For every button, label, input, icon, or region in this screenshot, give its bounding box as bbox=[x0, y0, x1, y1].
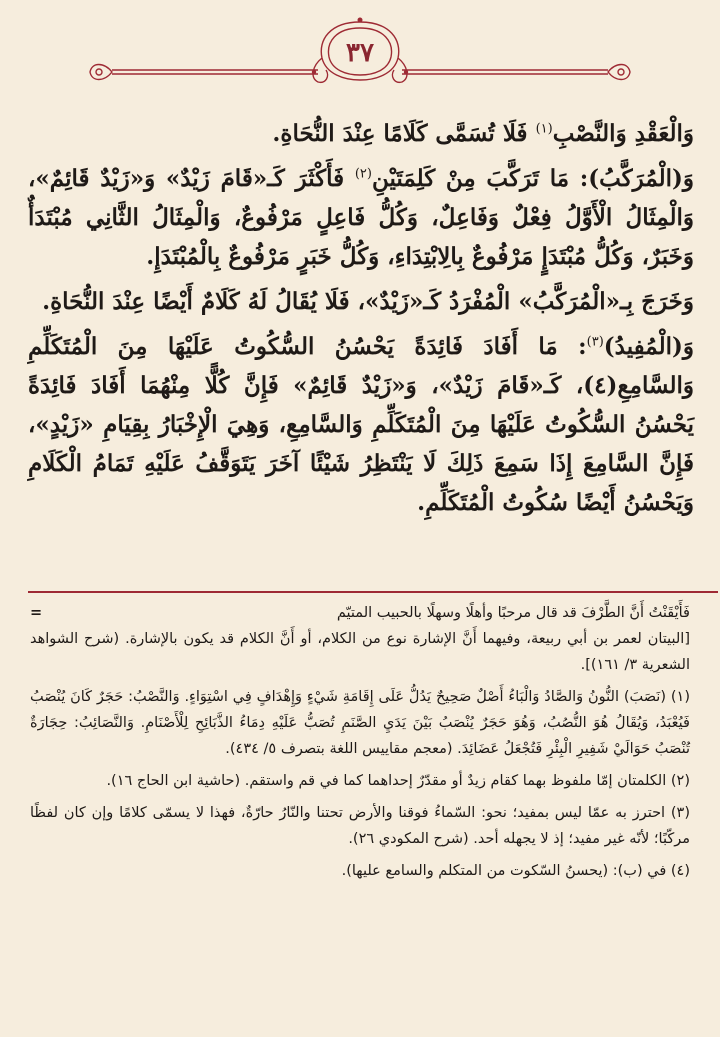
paragraph-text: فَأَكْثَرَ كَـ«قَامَ زَيْدٌ» وَ«زَيْدٌ قَائِمٌ»، وَالْمِثَالُ الْأَوَّلُ فِعْلٌ وَفَاعِلٌ، وَكُلُّ فَاعِلٍ مَرْفُوعٌ، وَالْمِثَالُ الثَّانِي مُبْتَدَأٌ وَخَبَرٌ، وَكُلُّ مُبْتَدَإٍ مَرْفُوعٌ بِالِابْتِدَاءِ، وَكُلُّ خَبَرٍ مَرْفُوعٌ بِالْمُبْتَدَإِ. bbox=[28, 165, 694, 270]
paragraph-text: وَ(الْمُرَكَّبُ): مَا تَرَكَّبَ مِنْ كَلِمَتَيْنِ bbox=[371, 165, 694, 192]
footnote-ref[interactable]: (٢) bbox=[354, 166, 372, 182]
footnote-item bbox=[30, 684, 690, 762]
paragraph-text: وَ(الْمُفِيدُ) bbox=[603, 333, 694, 360]
footnote-number: (٤) bbox=[670, 863, 690, 879]
footnotes bbox=[30, 600, 690, 884]
footnote-number: (٣) bbox=[670, 805, 690, 821]
footnote-note: [البيتان لعمر بن أبي ربيعة، وفيهما أَنَّ الإشارة نوع من الكلام، أو أَنَّ الكلام قد يكون بالإشارة. (شرح الشواهد الشعرية ٣/ ١٦١)]. bbox=[30, 631, 690, 673]
footnote-text: (نَصَبَ) النُّونُ وَالصَّادُ وَالْبَاءُ أَصْلٌ صَحِيحٌ يَدُلُّ عَلَى إِقَامَةِ شَيْءٍ وَإِهْدَافٍ فِي اسْتِوَاءٍ. وَالنَّصْبُ: حَجَرٌ كَانَ يُنْصَبُ فَيُعْبَدُ، وَيُقَالُ هُوَ النُّصُبُ، وَهُوَ حَجَرٌ يُنْصَبُ بَيْنَ يَدَيِ الصَّنَمِ تُصَبُّ عَلَيْهِ دِمَاءُ الذَّبَائِحِ لِلْأَصْنَامِ. وَالنَّصَائِبُ: حِجَارَةٌ تُنْصَبُ حَوَالَيْ شَفِيرِ الْبِئْرِ فَتُجْعَلُ عَضَائِدَ. (معجم مقاييس اللغة بتصرف ٥/ ٤٣٤). bbox=[30, 689, 690, 757]
page-number: ٣٧ bbox=[346, 38, 374, 68]
footnote-divider bbox=[28, 591, 718, 593]
body-paragraph bbox=[28, 327, 694, 522]
verse-text: فَأَيْقَنْتُ أَنَّ الطَّرْفَ قد قال مرحبًا وأهلًا وسهلًا بالحبيب المتيّم bbox=[336, 605, 690, 621]
footnote-number: (١) bbox=[670, 689, 691, 705]
body-paragraph bbox=[28, 114, 694, 153]
footnote-item bbox=[30, 858, 690, 884]
paragraph-text: وَالْعَقْدِ وَالنَّصْبِ bbox=[552, 120, 694, 147]
footnote-text: احترز به عمّا ليس بمفيد؛ نحو: السّماءُ فوقنا والأرض تحتنا والنّارُ حارّةٌ، فهذا لا يسمّى كلامًا وإن كان لفظًا مركّبًا؛ لأنّه غير مفيد؛ إذ لا يجهله أحد. (شرح المكودي ٢٦). bbox=[30, 805, 690, 847]
verse-line bbox=[30, 600, 690, 626]
continuation-mark: = bbox=[30, 605, 43, 621]
footnote-ref[interactable]: (١) bbox=[535, 121, 553, 137]
paragraph-text: فَلَا تُسَمَّى كَلَامًا عِنْدَ النُّحَاةِ. bbox=[272, 120, 536, 147]
body-paragraph bbox=[28, 159, 694, 276]
paragraph-text: وَخَرَجَ بِـ«الْمُرَكَّبُ» الْمُفْرَدُ كَـ«زَيْدٌ»، فَلَا يُقَالُ لَهُ كَلَامٌ أَيْضًا عِنْدَ النُّحَاةِ. bbox=[42, 288, 694, 315]
footnote-text: في (ب): (يحسنُ السّكوت من المتكلم والسامع عليها). bbox=[341, 863, 667, 879]
footnote-item bbox=[30, 768, 690, 794]
footnote-text: الكلمتان إمّا ملفوظ بهما كقام زيدٌ أو مقدّرٌ إحداهما كما في قم واستقم. (حاشية ابن الحاج ١٦). bbox=[106, 773, 667, 789]
footnote-number: (٢) bbox=[670, 773, 690, 789]
footnote-ref[interactable]: (٣) bbox=[586, 334, 604, 350]
footnote-item bbox=[30, 800, 690, 852]
body-paragraph bbox=[28, 282, 694, 321]
main-text bbox=[28, 114, 694, 522]
paragraph-text: : مَا أَفَادَ فَائِدَةً يَحْسُنُ السُّكُوتُ عَلَيْهَا مِنَ الْمُتَكَلِّمِ وَالسَّامِعِ(٤)، كَـ«قَامَ زَيْدٌ»، وَ«زَيْدٌ قَائِمٌ» فَإِنَّ كُلًّا مِنْهُمَا أَفَادَ فَائِدَةً يَحْسُنُ السُّكُوتُ عَلَيْهَا مِنَ الْمُتَكَلِّمِ وَالسَّامِعِ، وَهِيَ الْإِخْبَارُ بِقِيَامِ «زَيْدٍ»، فَإِنَّ السَّامِعَ إِذَا سَمِعَ ذَلِكَ لَا يَنْتَظِرُ شَيْئًا آخَرَ يَتَوَقَّفُ عَلَيْهِ تَمَامُ الْكَلَامِ وَيَحْسُنُ أَيْضًا سُكُوتُ الْمُتَكَلِّمِ. bbox=[28, 333, 694, 516]
